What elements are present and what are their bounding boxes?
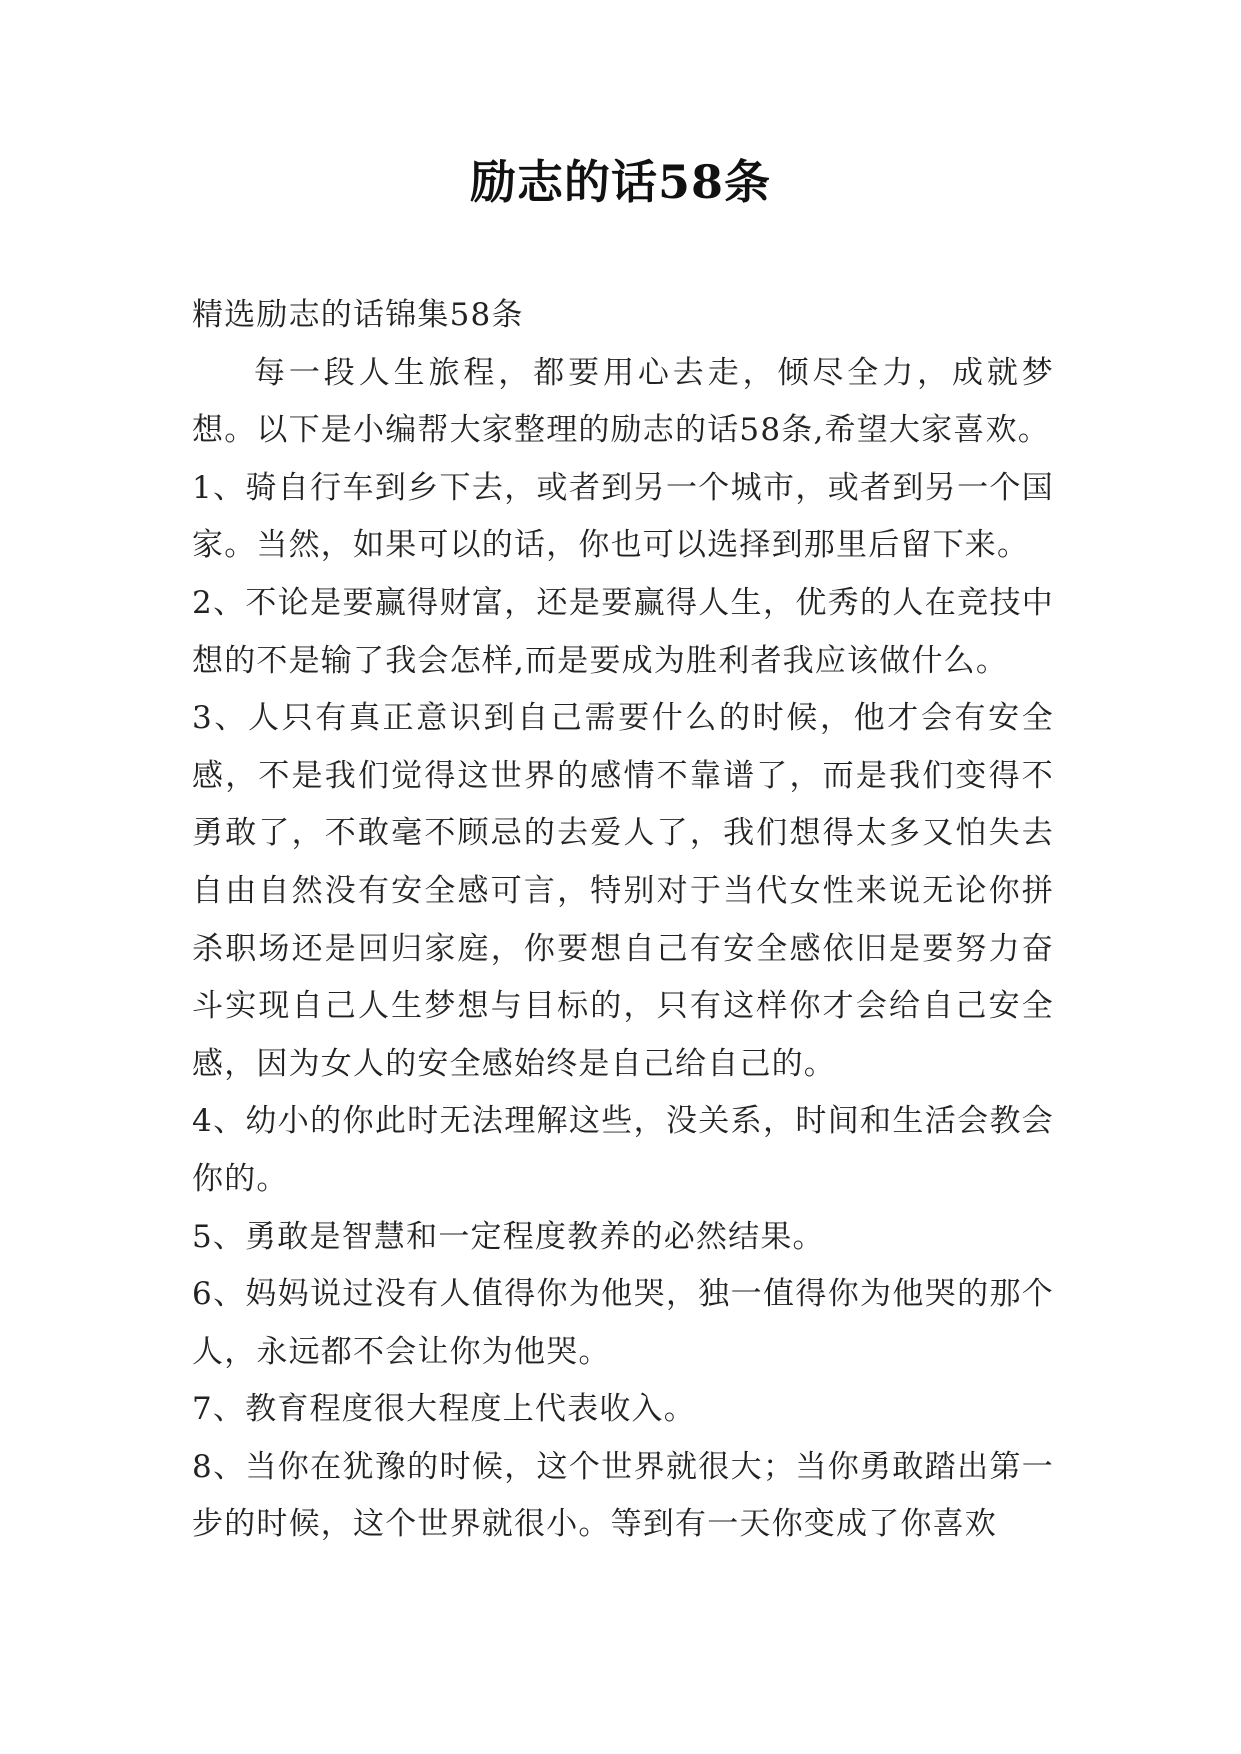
list-item: 6、妈妈说过没有人值得你为他哭，独一值得你为他哭的那个人，永远都不会让你为他哭。 [192, 1276, 1054, 1370]
document-subtitle: 精选励志的话锦集58条 [192, 297, 524, 333]
list-item: 5、勇敢是智慧和一定程度教养的必然结果。 [192, 1218, 825, 1255]
list-item: 2、不论是要赢得财富，还是要赢得人生，优秀的人在竞技中想的不是输了我会怎样,而是要成为胜利者我应该做什么。 [192, 584, 1054, 679]
list-item: 8、当你在犹豫的时候，这个世界就很大；当你勇敢踏出第一步的时候，这个世界就很小。等到有一天你变成了你喜欢 [192, 1448, 1054, 1543]
list-item: 1、骑自行车到乡下去，或者到另一个城市，或者到另一个国家。当然，如果可以的话，你也可以选择到那里后留下来。 [192, 469, 1054, 564]
document-title: 励志的话58条 [469, 155, 771, 209]
intro-paragraph: 每一段人生旅程，都要用心去走，倾尽全力，成就梦想。以下是小编帮大家整理的励志的话58条,希望大家喜欢。 [192, 354, 1054, 449]
list-item: 3、人只有真正意识到自己需要什么的时候，他才会有安全感，不是我们觉得这世界的感情不靠谱了，而是我们变得不勇敢了，不敢毫不顾忌的去爱人了，我们想得太多又怕失去自由自然没有安全感可言，特别对于当代女性来说无论你拼杀职场还是回归家庭，你要想自己有安全感依旧是要努力奋斗实现自己人生梦想与目标的，只有这样你才会给自己安全感，因为女人的安全感始终是自己给自己的。 [192, 700, 1054, 1082]
document-body [192, 287, 1054, 1554]
list-item: 7、教育程度很大程度上代表收入。 [192, 1391, 696, 1428]
list-item: 4、幼小的你此时无法理解这些，没关系，时间和生活会教会你的。 [192, 1103, 1054, 1197]
